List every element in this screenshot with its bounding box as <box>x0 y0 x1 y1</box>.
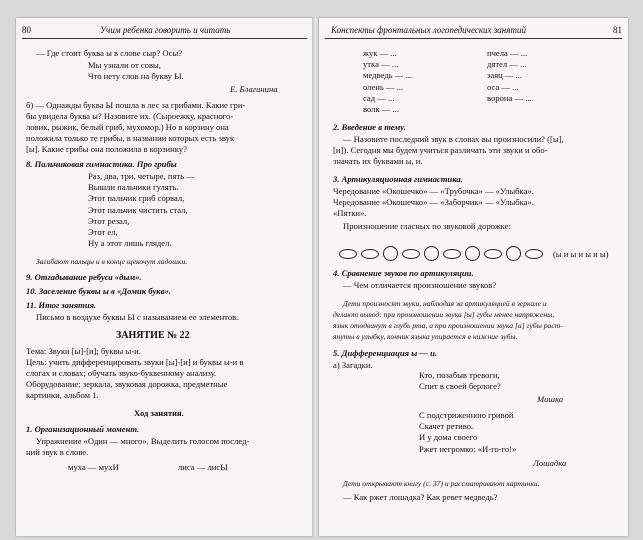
poem-line: Этот пальчик гриб сорвал, <box>88 193 185 204</box>
word-pair: лиса — лисЫ <box>178 462 228 472</box>
note-line: делают вывод: при произношении звука [ы] губы менее напряжены, <box>333 310 555 319</box>
word-list <box>363 48 412 115</box>
word-item: сад — ... <box>363 92 395 103</box>
word-pair: муха — мухИ <box>68 462 119 472</box>
text-line: — Чем отличается произношение звуков? <box>343 280 497 290</box>
text-line: «Пятки». <box>333 208 367 218</box>
section-heading: 10. Заселение буквы ы в «Домик букв». <box>26 286 171 296</box>
riddle-line: Кто, позабыв тревоги, <box>419 370 500 380</box>
text-line: Цель: учить дифференцировать звуки [ы]-[и] и буквы ы-и в <box>26 357 244 367</box>
section-heading: 8. Пальчиковая гимнастика. Про грибы <box>26 159 177 169</box>
poem-line: Этот резал, <box>88 215 130 226</box>
running-title: Конспекты фронтальных логопедических занятий <box>331 25 526 35</box>
left-header <box>22 24 307 39</box>
text-line: [и]). Сегодня мы будем учиться различать эти звуки и обо- <box>333 145 548 155</box>
poem <box>88 60 184 82</box>
poem-line: Что нету слов на букву Ы. <box>88 71 184 82</box>
text-line: Чередование «Окошечко» — «Трубочка» — «Улыбка». <box>333 186 534 196</box>
note: Загибают пальцы и в конце щекочут ладошки. <box>36 257 188 266</box>
word-item: утка — ... <box>363 59 399 70</box>
word-item: медведь — ... <box>363 70 412 81</box>
word-item: заяц — ... <box>487 70 523 81</box>
oval-shape <box>424 246 439 261</box>
right-header <box>325 24 622 39</box>
section-heading: 2. Введение в тему. <box>333 122 406 132</box>
text-line: Оборудование: зеркала, звуковая дорожка, предметные <box>26 379 228 389</box>
oval-shape <box>339 249 357 259</box>
section-heading: 9. Отгадывание ребуса «дым». <box>26 272 142 282</box>
page-number: 81 <box>613 25 622 35</box>
poem-line: Вышли пальчики гулять. <box>88 182 179 193</box>
oval-shape <box>465 246 480 261</box>
riddle-line: Спит в своей берлоге? <box>419 381 501 392</box>
sound-track <box>339 246 609 261</box>
lesson-title: ЗАНЯТИЕ № 22 <box>116 330 190 341</box>
poem-line: Мы узнали от совы, <box>88 60 161 70</box>
word-item: волк — ... <box>363 104 399 115</box>
text-line: б) — Однажды буква Ы пошла в лес за грибами. Какие гри- <box>26 100 246 110</box>
text-line: картинки, альбом 1. <box>26 390 99 400</box>
riddle <box>419 410 516 455</box>
note-line: Дети открывают книгу (с. 37) и рассматривают картинки. <box>343 479 540 488</box>
note-line: Дети произносят звуки, наблюдая за артикуляцией в зеркале и <box>343 299 547 308</box>
theme-line: Тема: Звуки [ы]-[и]; буквы ы-и. <box>26 346 141 356</box>
text-line: [ы]. Какие грибы она положила в корзинку? <box>26 144 187 154</box>
right-page <box>319 18 628 536</box>
riddle-line: Ржет негромко: «И-го-го!» <box>419 443 517 454</box>
word-item: дятел — ... <box>487 59 527 70</box>
text-line: слогах и словах; обучать звуко-буквенному анализу. <box>26 368 217 378</box>
text-line: Произношение гласных по звуковой дорожке: <box>343 221 511 231</box>
running-title: Учим ребенка говорить и читать <box>100 25 231 35</box>
section-heading: 11. Итог занятия. <box>26 300 97 310</box>
oval-shape <box>484 249 502 259</box>
text-line: значать их буквами ы, и. <box>333 156 423 166</box>
course-title: Ход занятия. <box>134 408 184 418</box>
text-line: бы увидела буква ы? Назовите их. (Сыроежку, красного- <box>26 111 234 121</box>
word-item: ворона — ... <box>487 92 532 103</box>
text-line: Чередование «Окошечко» — «Заборчик» — «Улыбка». <box>333 197 534 207</box>
text-line: ний звук в слове. <box>26 447 89 457</box>
poem-line: Ну а этот лишь глядел. <box>88 238 172 249</box>
riddle-line: Скачет ретиво. <box>419 421 474 432</box>
note-line: януты в улыбку, кончик языка упирается в нижние зубы. <box>333 332 518 341</box>
poem <box>88 171 195 249</box>
text-line: Письмо в воздухе буквы Ы с называнием ее элементов. <box>36 312 239 322</box>
section-heading: 4. Сравнение звуков по артикуляции. <box>333 268 474 278</box>
text-line: — Где стоит буква ы в слове сыр? Осы? <box>36 48 183 58</box>
poem-line: Этот ел, <box>88 227 118 238</box>
section-heading: 3. Артикуляционная гимнастика. <box>333 174 463 184</box>
riddle-answer: Мишка <box>537 394 564 404</box>
riddle <box>419 370 501 392</box>
word-list <box>487 48 532 104</box>
word-item: пчела — ... <box>487 48 528 58</box>
page-number: 80 <box>22 25 31 35</box>
word-item: олень — ... <box>363 81 404 92</box>
riddle-line: И у дома своего <box>419 432 478 443</box>
word-item: жук — ... <box>363 48 397 58</box>
left-page <box>16 18 313 536</box>
text-line: — Как ржет лошадка? Как ревет медведь? <box>343 492 498 502</box>
oval-shape <box>361 249 379 259</box>
oval-shape <box>402 249 420 259</box>
oval-shape <box>506 246 521 261</box>
text-line: положила только те грибы, в названии которых есть звук <box>26 133 235 143</box>
section-heading: 1. Организационный момент. <box>26 424 140 434</box>
poem-line: Этот пальчик чистить стал, <box>88 204 188 215</box>
oval-shape <box>383 246 398 261</box>
oval-shape <box>525 249 543 259</box>
riddle-line: С подстриженною гривой <box>419 410 514 420</box>
word-item: оса — ... <box>487 81 519 92</box>
riddle-answer: Лошадка <box>533 458 567 468</box>
poem-line: Раз, два, три, четыре, пять — <box>88 171 195 181</box>
oval-shape <box>443 249 461 259</box>
text-line: а) Загадки. <box>333 360 373 370</box>
section-heading: 5. Дифференциация ы — и. <box>333 348 438 358</box>
track-label: (ы и ы и ы и ы) <box>553 248 609 259</box>
text-line: Упражнение «Один — много». Выделить голосом послед- <box>36 436 250 446</box>
poem-author: Е. Благинина <box>230 84 278 94</box>
text-line: — Назовите последний звук в словах вы произносили? ([ы], <box>343 134 564 144</box>
text-line: ловик, рыжик, белый гриб, мухомор.) Но в корзину она <box>26 122 229 132</box>
note-line: язык отодвинут в глубь рта, а при произношении звука [и] губы раст- <box>333 321 563 330</box>
